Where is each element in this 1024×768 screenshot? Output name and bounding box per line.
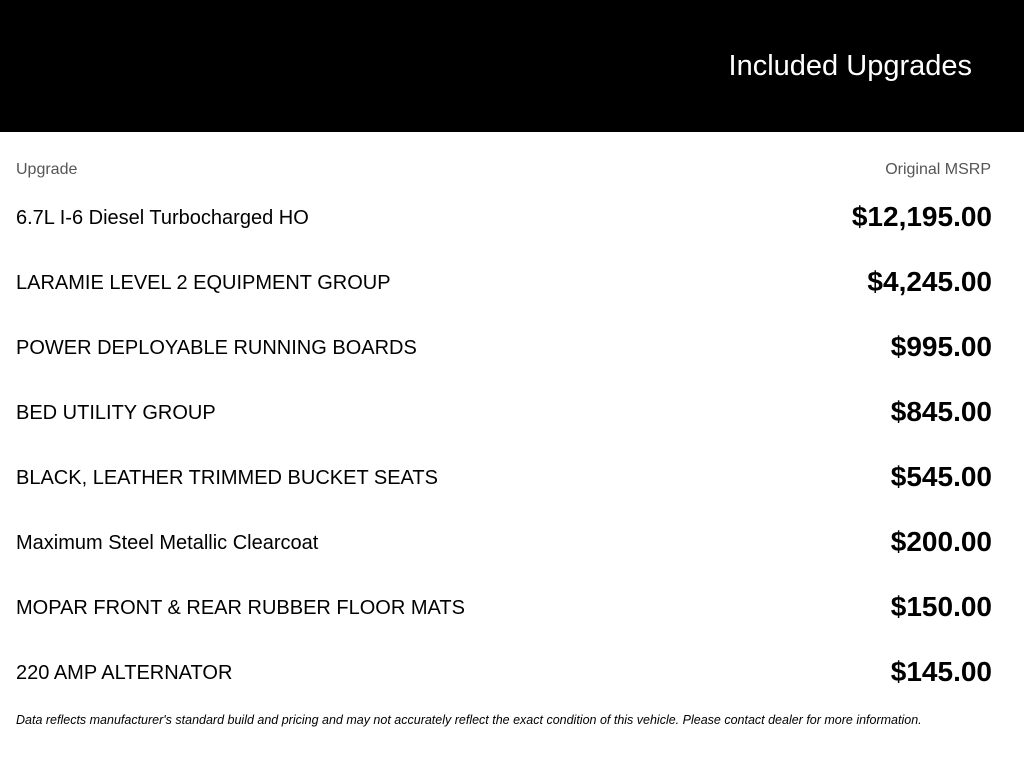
upgrade-row: [0, 510, 1024, 575]
upgrade-name: LARAMIE LEVEL 2 EQUIPMENT GROUP: [16, 272, 391, 294]
upgrade-row: [0, 250, 1024, 315]
page-title: Included Upgrades: [728, 50, 972, 82]
upgrade-price: $4,245.00: [867, 266, 992, 297]
upgrade-price: $145.00: [890, 656, 992, 687]
upgrade-price: $545.00: [890, 461, 992, 492]
upgrade-row: [0, 575, 1024, 640]
column-header-upgrade: Upgrade: [16, 161, 78, 178]
upgrade-price: $845.00: [890, 396, 992, 427]
upgrade-name: BED UTILITY GROUP: [16, 402, 216, 424]
upgrade-price: $12,195.00: [851, 201, 992, 232]
upgrade-row: [0, 315, 1024, 380]
column-header-msrp: Original MSRP: [885, 161, 991, 178]
header-banner: [0, 0, 1024, 132]
upgrade-price: $200.00: [890, 526, 992, 557]
upgrade-name: MOPAR FRONT & REAR RUBBER FLOOR MATS: [16, 597, 465, 619]
upgrade-row: [0, 640, 1024, 705]
upgrade-name: 6.7L I-6 Diesel Turbocharged HO: [16, 207, 309, 229]
upgrade-price: $150.00: [890, 591, 992, 622]
upgrade-name: POWER DEPLOYABLE RUNNING BOARDS: [16, 337, 417, 359]
upgrade-price: $995.00: [890, 331, 992, 362]
upgrades-list: [0, 185, 1024, 705]
upgrade-name: BLACK, LEATHER TRIMMED BUCKET SEATS: [16, 467, 438, 489]
upgrade-row: [0, 445, 1024, 510]
disclaimer-footnote: Data reflects manufacturer's standard build and pricing and may not accurately reflect the exact condition of this vehicle. Please contact dealer for more information.: [16, 713, 922, 727]
upgrade-name: 220 AMP ALTERNATOR: [16, 662, 233, 684]
upgrade-row: [0, 185, 1024, 250]
upgrade-name: Maximum Steel Metallic Clearcoat: [16, 532, 319, 554]
upgrade-row: [0, 380, 1024, 445]
